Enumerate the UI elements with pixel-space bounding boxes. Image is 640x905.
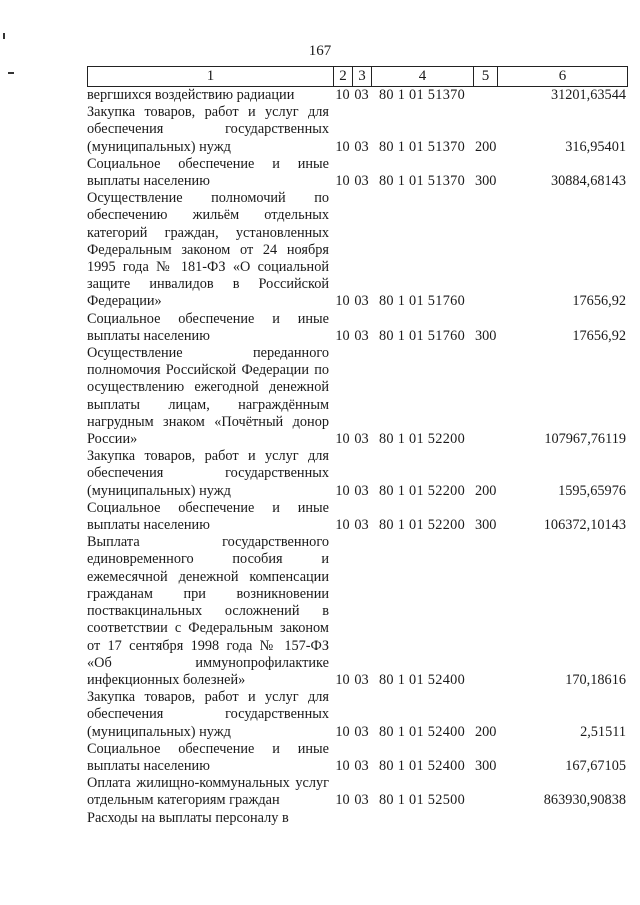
table-row — [87, 534, 628, 689]
row-csr: 80 1 01 51370 — [378, 87, 466, 103]
row-sum: 2,51511 — [580, 723, 626, 740]
row-name: Закупка товаров, работ и услуг для обеспечения государственных (муниципальных) нужд — [87, 689, 329, 740]
table-row — [87, 448, 628, 500]
row-pr: 03 — [354, 723, 369, 740]
row-name: Оплата жилищно-коммунальных услуг отдельным категориям граждан — [87, 775, 329, 809]
row-vr: 200 — [475, 138, 497, 155]
table-row — [87, 311, 628, 345]
row-name: Социальное обеспечение и иные выплаты населению — [87, 499, 329, 534]
row-csr: 80 1 01 52400 — [378, 723, 466, 740]
row-csr: 80 1 01 52200 — [378, 431, 466, 448]
row-rz: 10 — [335, 757, 350, 774]
row-sum: 316,95401 — [565, 138, 626, 155]
row-sum: 17656,92 — [572, 327, 626, 344]
row-vr: 200 — [475, 482, 497, 499]
row-pr: 03 — [354, 757, 369, 774]
row-pr: 03 — [354, 671, 369, 688]
row-sum: 1595,65976 — [558, 482, 626, 499]
table-row — [87, 190, 628, 310]
row-csr: 80 1 01 51760 — [378, 327, 466, 344]
row-csr: 80 1 01 51370 — [378, 173, 466, 190]
table-header — [87, 66, 628, 87]
row-rz: 10 — [335, 517, 350, 534]
row-name: Социальное обеспечение и иные выплаты населению — [87, 155, 329, 190]
table-row — [87, 345, 628, 448]
row-sum: 30884,68143 — [550, 173, 626, 190]
row-rz: 10 — [335, 431, 350, 448]
row-pr: 03 — [354, 327, 369, 344]
header-col-sum: 6 — [558, 68, 567, 84]
row-rz: 10 — [335, 87, 350, 103]
scan-mark — [3, 33, 5, 39]
header-col-name: 1 — [88, 67, 334, 86]
row-name: Выплата государственного единовременного пособия и ежемесячной денежной компенсации гражданам при возникновении поствакцинальных осложнений в соответствии с Федеральным законом от 17 сентября 1998 года № 157-ФЗ «Об иммунопрофилактике инфекционных болезней» — [87, 534, 329, 688]
row-vr: 300 — [475, 327, 497, 344]
row-pr: 03 — [354, 293, 369, 310]
row-pr: 03 — [354, 517, 369, 534]
header-col-csr: 4 — [372, 67, 474, 86]
row-rz: 10 — [335, 671, 350, 688]
row-name: Закупка товаров, работ и услуг для обеспечения государственных (муниципальных) нужд — [87, 448, 329, 499]
row-sum: 863930,90838 — [543, 792, 626, 809]
row-name: Социальное обеспечение и иные выплаты населению — [87, 310, 329, 344]
row-vr: 300 — [475, 173, 497, 190]
row-sum: 170,18616 — [565, 671, 626, 688]
row-name: Осуществление переданного полномочия Российской Федерации по осуществлению ежегодной денежной выплаты лицам, награждённым нагрудным знаком «Почётный донор России» — [87, 345, 329, 448]
row-vr: 200 — [475, 723, 497, 740]
header-col-vr: 5 — [474, 67, 498, 86]
table-row — [87, 689, 628, 741]
row-vr: 300 — [475, 757, 497, 774]
row-rz: 10 — [335, 792, 350, 809]
row-csr: 80 1 01 52200 — [378, 517, 466, 534]
table-row — [87, 87, 628, 104]
row-csr: 80 1 01 51760 — [378, 293, 466, 310]
row-name: Закупка товаров, работ и услуг для обеспечения государственных (муниципальных) нужд — [87, 104, 329, 155]
row-name: Расходы на выплаты персоналу в — [87, 809, 289, 826]
row-pr: 03 — [354, 87, 369, 103]
row-sum: 167,67105 — [565, 757, 626, 774]
row-rz: 10 — [335, 293, 350, 310]
table-row — [87, 775, 628, 809]
table-row — [87, 156, 628, 190]
row-pr: 03 — [354, 138, 369, 155]
header-col-rz: 2 — [334, 67, 353, 86]
table-row — [87, 810, 628, 827]
row-vr: 300 — [475, 517, 497, 534]
row-csr: 80 1 01 52400 — [378, 757, 466, 774]
row-rz: 10 — [335, 138, 350, 155]
row-pr: 03 — [354, 482, 369, 499]
row-name: Социальное обеспечение и иные выплаты населению — [87, 740, 329, 774]
row-pr: 03 — [354, 173, 369, 190]
row-sum: 106372,10143 — [543, 517, 626, 534]
row-csr: 80 1 01 51370 — [378, 138, 466, 155]
row-sum: 31201,63544 — [550, 87, 626, 103]
row-rz: 10 — [335, 173, 350, 190]
row-pr: 03 — [354, 431, 369, 448]
table-row — [87, 741, 628, 775]
table-row — [87, 500, 628, 534]
row-rz: 10 — [335, 327, 350, 344]
page-number: 167 — [308, 43, 332, 59]
table-row — [87, 104, 628, 156]
row-name: вергшихся воздействию радиации — [87, 87, 295, 103]
row-sum: 17656,92 — [572, 293, 626, 310]
row-sum: 107967,76119 — [544, 431, 626, 448]
row-csr: 80 1 01 52200 — [378, 482, 466, 499]
row-name: Осуществление полномочий по обеспечению жильём отдельных категорий граждан, установленных Федеральным законом от 24 ноября 1995 года № 181-ФЗ «О социальной защите инвалидов в Российской Федерации» — [87, 190, 329, 310]
row-csr: 80 1 01 52500 — [378, 792, 466, 809]
row-csr: 80 1 01 52400 — [378, 671, 466, 688]
header-col-pr: 3 — [353, 67, 372, 86]
budget-table — [87, 87, 628, 827]
row-rz: 10 — [335, 723, 350, 740]
row-rz: 10 — [335, 482, 350, 499]
scan-mark — [8, 72, 14, 74]
row-pr: 03 — [354, 792, 369, 809]
